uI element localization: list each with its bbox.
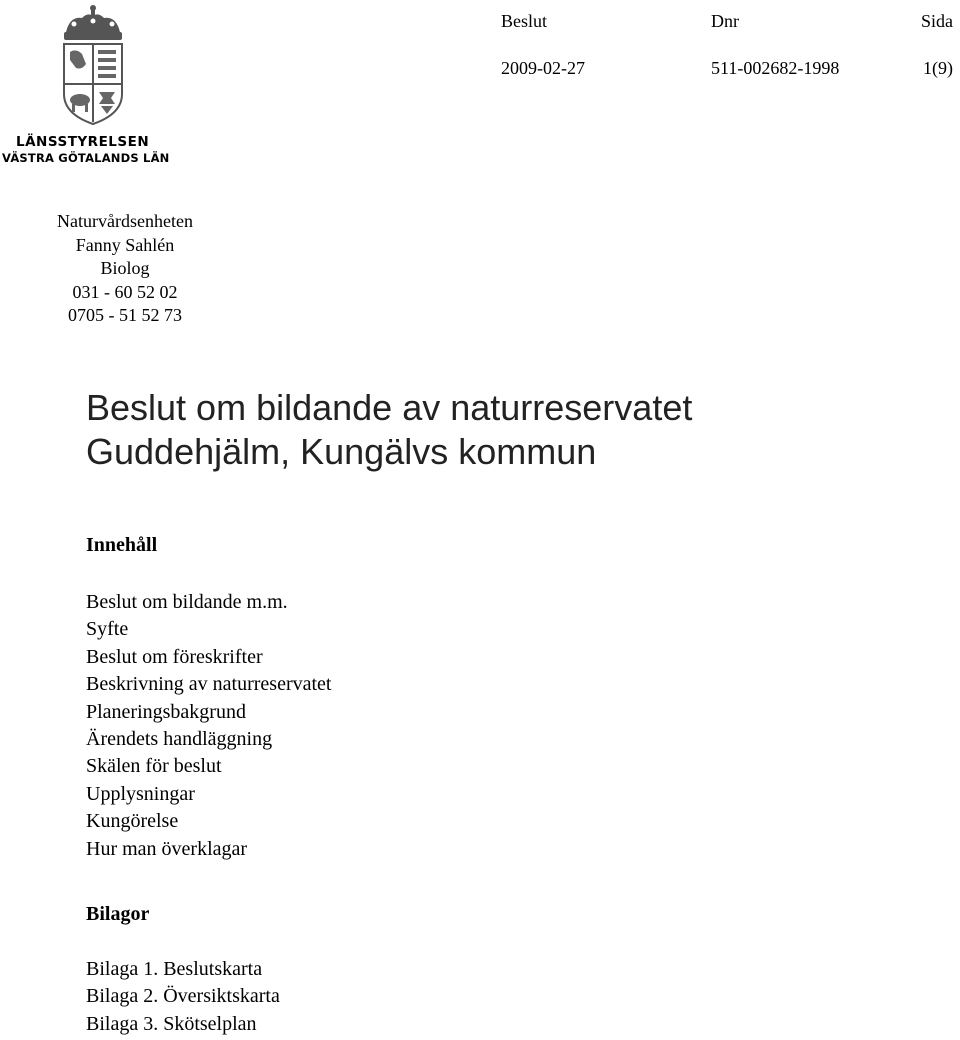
contact-name: Fanny Sahlén [75, 234, 175, 255]
list-item: Syfte [86, 618, 129, 641]
contact-role: Biolog [100, 258, 150, 278]
list-item: Beslut om bildande m.m. [86, 591, 288, 613]
contact-phone: 031 - 60 52 02 [72, 281, 178, 302]
list-item: Bilaga 2. Översiktskarta [86, 985, 280, 1008]
contact-department: Naturvårdsenheten [57, 211, 193, 231]
label-sida: Sida [921, 11, 954, 31]
diary-number: 511-002682-1998 [711, 58, 840, 78]
page-number: 1(9) [923, 58, 953, 78]
list-item: Kungörelse [86, 810, 179, 833]
title-line-1: Beslut om bildande av naturreservatet [86, 387, 693, 428]
org-name: LÄNSSTYRELSEN [16, 134, 150, 150]
attachments-heading: Bilagor [86, 903, 150, 925]
contents-list [86, 589, 331, 863]
list-item: Beslut om föreskrifter [86, 645, 263, 668]
list-item: Upplysningar [86, 782, 195, 805]
list-item: Ärendets handläggning [86, 728, 273, 751]
list-item: Bilaga 3. Skötselplan [86, 1012, 257, 1035]
list-item: Bilaga 1. Beslutskarta [86, 958, 263, 980]
org-region: VÄSTRA GÖTALANDS LÄN [2, 151, 170, 165]
decision-date: 2009-02-27 [501, 58, 585, 78]
document-title [86, 386, 692, 474]
list-item: Beskrivning av naturreservatet [86, 673, 332, 696]
contents-heading: Innehåll [86, 534, 158, 556]
label-beslut: Beslut [501, 11, 548, 31]
list-item: Planeringsbakgrund [86, 700, 246, 723]
title-line-2: Guddehjälm, Kungälvs kommun [86, 431, 597, 472]
coat-of-arms-icon [4, 2, 184, 132]
list-item: Hur man överklagar [86, 837, 248, 860]
contact-mobile: 0705 - 51 52 73 [68, 305, 182, 325]
label-dnr: Dnr [711, 11, 739, 31]
contact-block [0, 210, 250, 328]
list-item: Skälen för beslut [86, 755, 222, 778]
attachments-list [86, 956, 280, 1038]
